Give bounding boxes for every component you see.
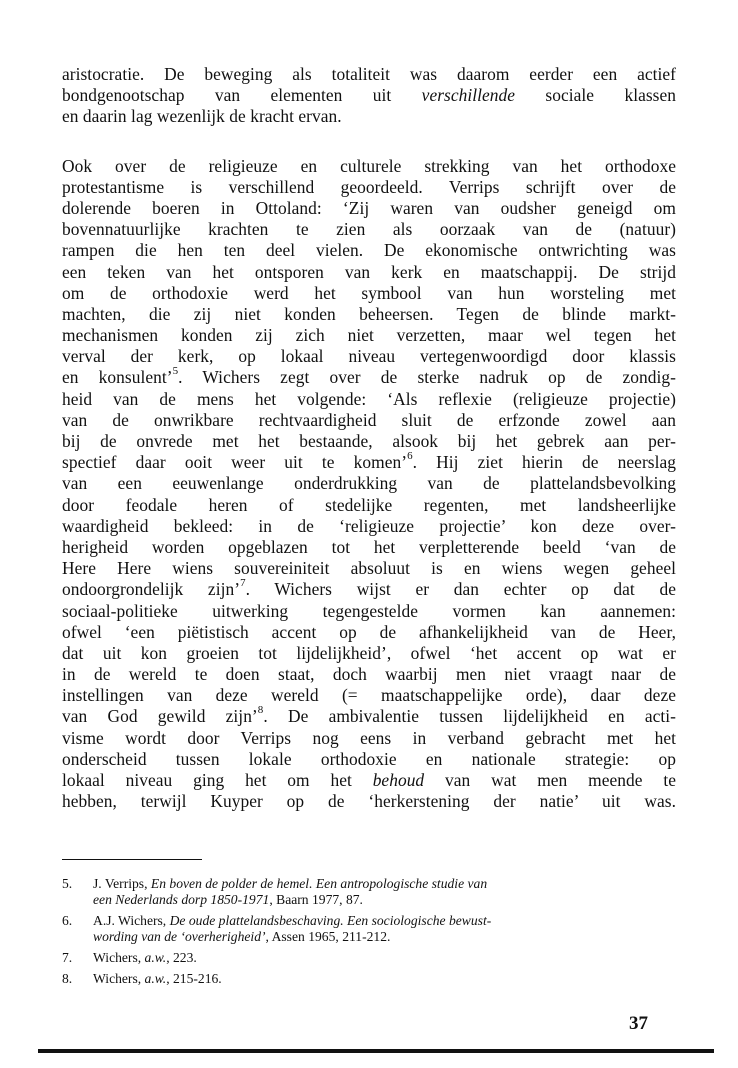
body-text [62, 64, 676, 812]
footnote-8 [62, 971, 676, 987]
text-line: waardigheid bekleed: in de ‘religieuze projectie’ kon deze over- [62, 515, 676, 536]
text-line: visme wordt door Verrips nog eens in verband gebracht met het [62, 727, 676, 748]
text-line [62, 367, 676, 388]
footnote-title: En boven de polder de hemel. Een antropologische studie van [150, 876, 488, 891]
text-run: lokaal niveau ging het om het [62, 770, 373, 790]
footnote-number: 8. [62, 971, 73, 986]
footnote-title: wording van de ‘overherigheid’ [93, 929, 266, 944]
text-line: sociaal-politieke uitwerking tegengestelde vormen kan aannemen: [62, 600, 676, 621]
text-line: en daarin lag wezenlijk de kracht ervan. [62, 106, 342, 127]
text-run: . De ambivalentie tussen lijdelijkheid en acti- [263, 706, 676, 727]
footnotes [62, 876, 676, 992]
text-line [62, 706, 676, 727]
text-run: . Wichers wijst er dan echter op dat de [245, 579, 676, 600]
text-line [62, 770, 676, 791]
footnote-divider [62, 859, 202, 860]
footnote-line [93, 913, 676, 929]
footnote-text: J. Verrips, [93, 876, 151, 891]
text-line: in de wereld te doen staat, doch waarbij men niet vraagt naar de [62, 664, 676, 685]
text-line: Ook over de religieuze en culturele strekking van het orthodoxe [62, 155, 676, 176]
page-number: 37 [629, 1013, 648, 1034]
footnote-line [93, 971, 676, 987]
text-line [62, 85, 676, 106]
text-line: aristocratie. De beweging als totaliteit was daarom eerder een actief [62, 64, 676, 84]
footnote-7 [62, 950, 676, 966]
text-line: rampen die hen ten deel vielen. De ekonomische ontwrichting was [62, 240, 676, 261]
footnote-text: A.J. Wichers, [93, 913, 170, 928]
paragraph-gap [62, 128, 676, 156]
text-line: instellingen van deze wereld (= maatschappelijke orde), daar deze [62, 685, 676, 706]
text-line: ofwel ‘een piëtistisch accent op de afhankelijkheid van de Heer, [62, 621, 676, 642]
text-line: machten, die zij niet konden beheersen. Tegen de blinde markt- [62, 303, 676, 324]
footnote-ref: 7 [240, 577, 246, 590]
footnote-line [93, 929, 676, 945]
text-line: onderscheid tussen lokale orthodoxie en nationale strategie: op [62, 748, 676, 769]
text-run: van wat men meende te [424, 770, 676, 790]
text-line: om de orthodoxie werd het symbool van hun worsteling met [62, 282, 676, 303]
text-run: en konsulent’ [62, 367, 173, 388]
text-line: van een eeuwenlange onderdrukking van de plattelandsbevolking [62, 473, 676, 494]
text-run: ondoorgrondelijk zijn’ [62, 579, 241, 600]
footnote-text: , 215-216. [166, 971, 222, 986]
footnote-ref: 8 [257, 704, 264, 717]
text-line: bij de onvrede met het bestaande, alsook bij het gebrek aan per- [62, 431, 676, 451]
footnote-text: Wichers, [93, 950, 145, 965]
footnote-line [93, 892, 676, 908]
text-run: sociale klassen [515, 85, 676, 106]
footnote-number: 6. [62, 913, 73, 928]
text-line: een teken van het ontsporen van kerk en maatschappij. De strijd [62, 261, 676, 282]
text-line: dolerende boeren in Ottoland: ‘Zij waren van oudsher geneigd om [62, 197, 676, 218]
text-run: . Wichers zegt over de sterke nadruk op de zondig- [178, 367, 676, 388]
footnote-title: De oude plattelandsbeschaving. Een sociologische bewust- [169, 913, 492, 928]
footnote-text: , Baarn 1977, 87. [269, 892, 363, 907]
text-line: verval der kerk, op lokaal niveau vertegenwoordigd door klassis [62, 346, 676, 367]
footnote-line [93, 876, 676, 892]
emphasis: behoud [372, 770, 425, 790]
bottom-rule [38, 1049, 714, 1053]
text-line: heid van de mens het volgende: ‘Als reflexie (religieuze projectie) [62, 388, 676, 409]
text-line: Here Here wiens souvereiniteit absoluut is en wiens wegen geheel [62, 558, 676, 579]
footnote-line [93, 950, 676, 966]
text-line: door feodale heren of stedelijke regenten, met landsheerlijke [62, 494, 676, 515]
text-line: mechanismen konden zij zich niet verzetten, maar wel tegen het [62, 325, 676, 346]
emphasis: verschillende [421, 85, 516, 106]
text-run: bondgenootschap van elementen uit [62, 85, 422, 106]
footnote-number: 5. [62, 876, 73, 891]
footnote-title: een Nederlands dorp 1850-1971 [93, 892, 270, 907]
footnote-number: 7. [62, 950, 73, 965]
footnote-text: , Assen 1965, 211-212. [265, 929, 391, 944]
text-line: hebben, terwijl Kuyper op de ‘herkerstening der natie’ uit was. [62, 791, 676, 812]
footnote-ref: 6 [407, 450, 413, 463]
footnote-ref: 5 [172, 365, 179, 378]
footnote-5 [62, 876, 676, 908]
footnote-text: , 223. [166, 950, 197, 965]
text-line [62, 579, 676, 600]
text-run: . Hij ziet hierin de neerslag [412, 452, 676, 473]
text-line: bovennatuurlijke krachten te zien als oorzaak van de (natuur) [62, 219, 676, 240]
text-line: protestantisme is verschillend geoordeeld. Verrips schrijft over de [62, 176, 676, 197]
text-line: van de onwrikbare rechtvaardigheid sluit de erfzonde zowel aan [62, 409, 676, 430]
text-run: van God gewild zijn’ [62, 706, 258, 727]
footnote-title: a.w. [144, 950, 167, 965]
text-line [62, 452, 676, 473]
text-run: spectief daar ooit weer uit te komen’ [62, 452, 408, 473]
footnote-text: Wichers, [93, 971, 145, 986]
text-line: herigheid worden opgeblazen tot het verpletterende beeld ‘van de [62, 536, 676, 557]
text-line: dat uit kon groeien tot lijdelijkheid’, ofwel ‘het accent op wat er [62, 642, 676, 663]
footnote-title: a.w. [144, 971, 167, 986]
footnote-6 [62, 913, 676, 945]
